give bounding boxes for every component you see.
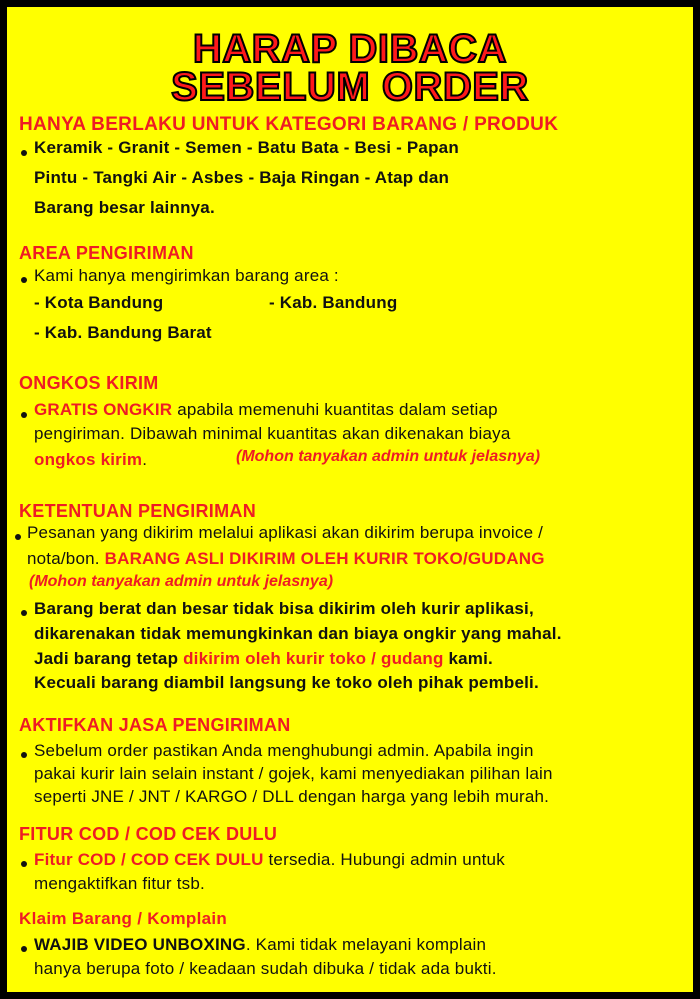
fitur-cod-text: Fitur COD / COD CEK DULU: [34, 850, 264, 869]
bullet-icon: [21, 610, 27, 616]
bullet-icon: [21, 412, 27, 418]
section-heading-ongkos: ONGKOS KIRIM: [19, 373, 159, 393]
aktifkan-line-3: seperti JNE / JNT / KARGO / DLL dengan harga yang lebih murah.: [34, 787, 550, 806]
title-line-2: SEBELUM ORDER: [171, 65, 529, 109]
dikirim-kurir-text: dikirim oleh kurir toko / gudang: [183, 649, 444, 668]
bullet-icon: [21, 946, 27, 952]
ketentuan-b2-line-2: dikarenakan tidak memungkinkan dan biaya ongkir yang mahal.: [34, 624, 562, 643]
klaim-line-2: hanya berupa foto / keadaan sudah dibuka / tidak ada bukti.: [34, 959, 497, 978]
bullet-icon: [21, 861, 27, 867]
ketentuan-b1-line-2-start: nota/bon.: [27, 549, 105, 568]
ketentuan-b2-line-3-start: Jadi barang tetap: [34, 649, 184, 668]
ongkos-line-1-rest: apabila memenuhi kuantitas dalam setiap: [172, 400, 498, 419]
ketentuan-note: (Mohon tanyakan admin untuk jelasnya): [29, 573, 334, 590]
kategori-line-1: Keramik - Granit - Semen - Batu Bata - Besi - Papan: [34, 138, 459, 157]
ongkos-note: (Mohon tanyakan admin untuk jelasnya): [236, 448, 541, 465]
cod-line-1-rest: tersedia. Hubungi admin untuk: [263, 850, 505, 869]
section-heading-cod: FITUR COD / COD CEK DULU: [19, 824, 278, 844]
section-heading-kategori: HANYA BERLAKU UNTUK KATEGORI BARANG / PRODUK: [19, 114, 559, 135]
section-heading-area: AREA PENGIRIMAN: [19, 243, 194, 263]
bullet-icon: [21, 277, 27, 283]
ongkos-period: .: [142, 450, 148, 469]
cod-line-2: mengaktifkan fitur tsb.: [34, 874, 205, 893]
ketentuan-b1-line-1: Pesanan yang dikirim melalui aplikasi akan dikirim berupa invoice /: [27, 523, 544, 542]
klaim-line-1: [34, 935, 486, 955]
bullet-icon: [21, 150, 27, 156]
aktifkan-line-2: pakai kurir lain selain instant / gojek, kami menyediakan pilihan lain: [34, 764, 553, 783]
aktifkan-line-1: Sebelum order pastikan Anda menghubungi admin. Apabila ingin: [34, 741, 534, 760]
ongkos-line-1: [34, 400, 498, 420]
section-heading-klaim: Klaim Barang / Komplain: [19, 909, 228, 928]
area-intro: Kami hanya mengirimkan barang area :: [34, 266, 339, 285]
gratis-ongkir-text: GRATIS ONGKIR: [34, 400, 173, 419]
cod-line-1: [34, 850, 505, 870]
ongkos-line-2: pengiriman. Dibawah minimal kuantitas akan dikenakan biaya: [34, 424, 511, 443]
bullet-icon: [21, 752, 27, 758]
ongkos-line-3: [34, 450, 147, 470]
kurir-toko-text: BARANG ASLI DIKIRIM OLEH KURIR TOKO/GUDANG: [104, 549, 545, 568]
wajib-video-text: WAJIB VIDEO UNBOXING: [34, 935, 246, 954]
title-line-1: HARAP DIBACA: [192, 27, 508, 71]
ketentuan-b2-line-3-end: kami.: [443, 649, 493, 668]
ketentuan-b2-line-1: Barang berat dan besar tidak bisa dikirim oleh kurir aplikasi,: [34, 599, 534, 618]
section-heading-ketentuan: KETENTUAN PENGIRIMAN: [19, 501, 257, 521]
area-kota-bandung: - Kota Bandung: [34, 293, 164, 312]
ketentuan-b2-line-4: Kecuali barang diambil langsung ke toko oleh pihak pembeli.: [34, 673, 539, 692]
ketentuan-b2-line-3: [34, 649, 493, 669]
area-kab-bandung: - Kab. Bandung: [269, 293, 398, 312]
kategori-line-3: Barang besar lainnya.: [34, 198, 215, 217]
ketentuan-b1-line-2: [27, 549, 545, 569]
section-heading-aktifkan: AKTIFKAN JASA PENGIRIMAN: [19, 715, 291, 735]
area-kab-bandung-barat: - Kab. Bandung Barat: [34, 323, 212, 342]
klaim-line-1-rest: . Kami tidak melayani komplain: [245, 935, 487, 954]
bullet-icon: [15, 534, 21, 540]
ongkos-kirim-text: ongkos kirim: [34, 450, 143, 469]
kategori-line-2: Pintu - Tangki Air - Asbes - Baja Ringan - Atap dan: [34, 168, 450, 187]
